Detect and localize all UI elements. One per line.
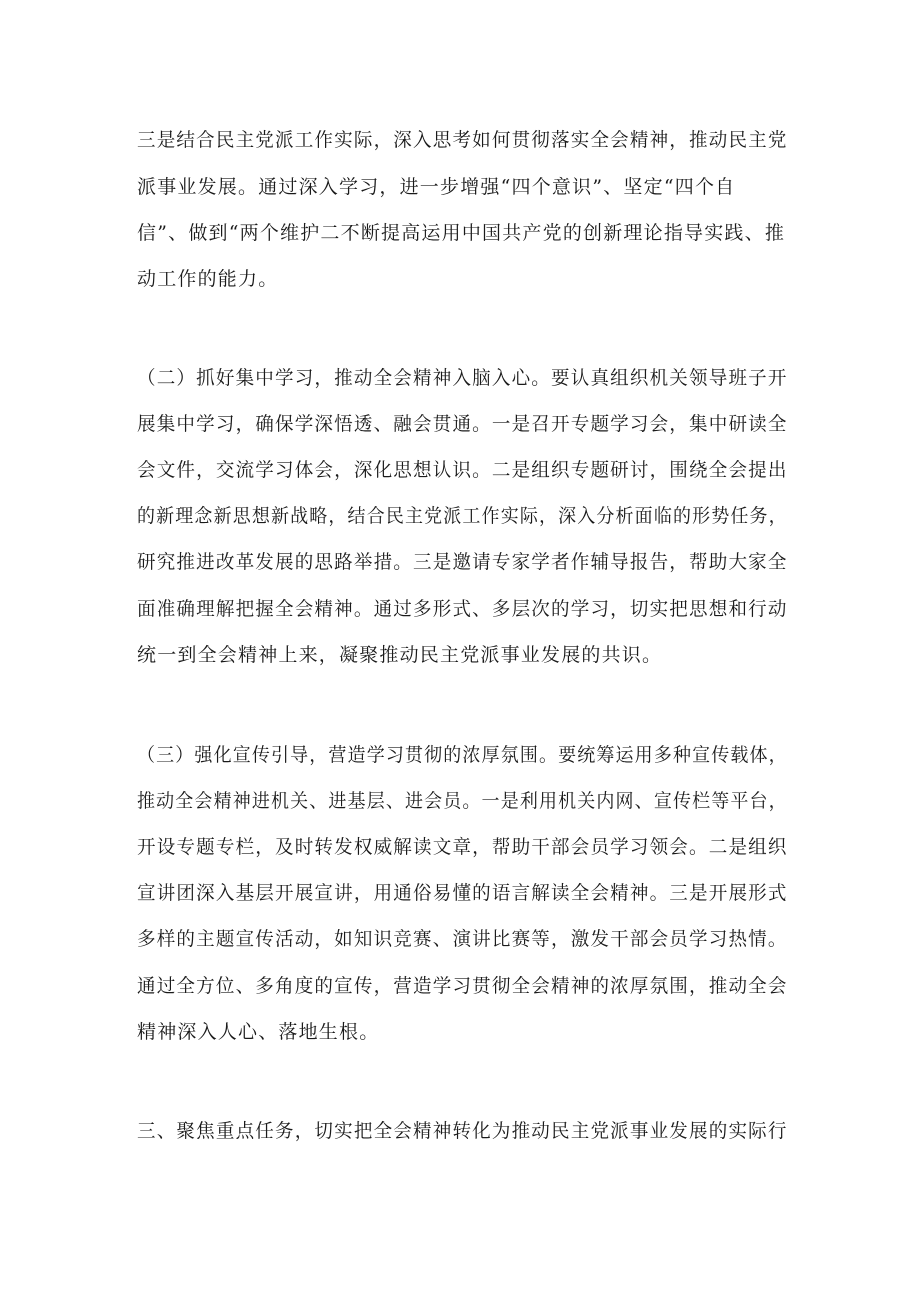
paragraph-2-line-4: 的新理念新思想新战略，结合民主党派工作实际，深入分析面临的形势任务，	[137, 505, 788, 527]
paragraph-1-line-4: 动工作的能力。	[137, 268, 279, 290]
section-heading-3: 三、聚焦重点任务，切实把全会精神转化为推动民主党派事业发展的实际行	[137, 1120, 788, 1142]
paragraph-2-line-1: （二）抓好集中学习，推动全会精神入脑入心。要认真组织机关领导班子开	[137, 367, 788, 389]
paragraph-3-line-3: 开设专题专栏，及时转发权威解读文章，帮助干部会员学习领会。二是组织	[137, 836, 788, 858]
paragraph-3-line-7: 精神深入人心、落地生根。	[137, 1021, 380, 1043]
paragraph-2-line-2: 展集中学习，确保学深悟透、融会贯通。一是召开专题学习会，集中研读全	[137, 413, 788, 435]
paragraph-3-line-5: 多样的主题宣传活动，如知识竞赛、演讲比赛等，激发干部会员学习热情。	[137, 928, 788, 950]
paragraph-3-line-4: 宣讲团深入基层开展宣讲，用通俗易懂的语言解读全会精神。三是开展形式	[137, 882, 788, 904]
paragraph-3-line-1: （三）强化宣传引导，营造学习贯彻的浓厚氛围。要统筹运用多种宣传载体，	[137, 744, 788, 766]
paragraph-2-line-3: 会文件，交流学习体会，深化思想认识。二是组织专题研讨，围绕全会提出	[137, 459, 788, 481]
paragraph-1-line-1: 三是结合民主党派工作实际，深入思考如何贯彻落实全会精神，推动民主党	[137, 129, 788, 151]
paragraph-2-line-5: 研究推进改革发展的思路举措。三是邀请专家学者作辅导报告，帮助大家全	[137, 551, 788, 573]
paragraph-2-line-7: 统一到全会精神上来，凝聚推动民主党派事业发展的共识。	[137, 644, 663, 666]
paragraph-1-line-3: 信”、做到“两个维护二不断提高运用中国共产党的创新理论指导实践、推	[137, 222, 786, 244]
paragraph-3-line-6: 通过全方位、多角度的宣传，营造学习贯彻全会精神的浓厚氛围，推动全会	[137, 975, 788, 997]
paragraph-2-line-6: 面准确理解把握全会精神。通过多形式、多层次的学习，切实把思想和行动	[137, 598, 788, 620]
paragraph-1-line-2: 派事业发展。通过深入学习，进一步增强“四个意识”、坚定“四个自	[137, 176, 736, 198]
paragraph-3-line-2: 推动全会精神进机关、进基层、进会员。一是利用机关内网、宣传栏等平台，	[137, 790, 788, 812]
